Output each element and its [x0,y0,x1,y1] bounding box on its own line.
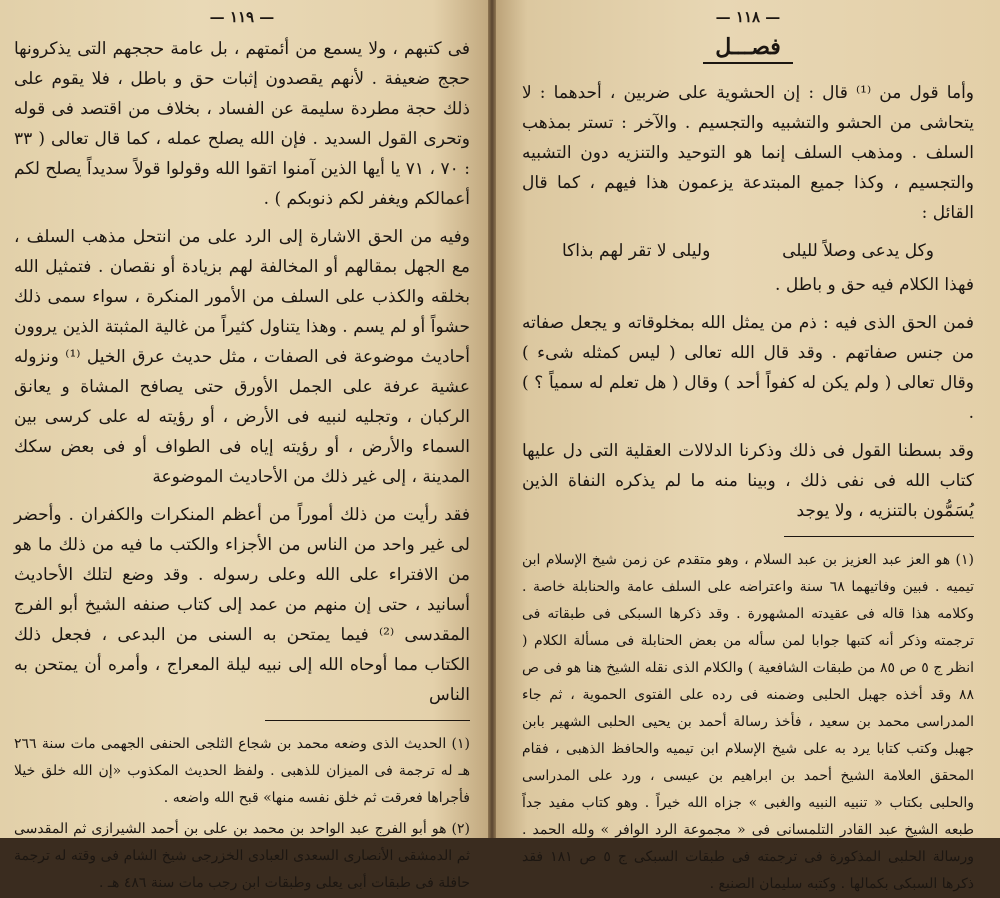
page-number: — ١١٩ — [209,8,275,26]
section-heading-text: فصـــل [715,34,781,60]
page-number: — ١١٨ — [715,8,781,26]
footnote-divider [265,720,470,721]
verse-hemistich: وكل يدعى وصلاً لليلى [782,241,934,261]
paragraph: فمن الحق الذى فيه : ذم من يمثل الله بمخلوقاته و يجعل صفاته من جنس صفاتهم . وقد قال الله تعالى ( ليس كمثله شىء ) وقال تعالى ( ولم يكن له كفواً أحد ) وقال ( هل تعلم له سمياً ؟ ) . [522,313,974,423]
paragraph: وفيه من الحق الاشارة إلى الرد على من انتحل مذهب السلف ، مع الجهل بمقالهم أو المخالفة لهم بزيادة أو نقصان . فتمثيل الله بخلقه والكذب على السلف من الأمور المنكرة ، سواء سمى ذلك حشواً أو لم يسم . وهذا يتناول كثيراً من غالية المثبتة الذين يروون أحاديث موضوعة فى الصفات ، مثل حديث عرق الخيل ⁽¹⁾ ونزوله عشية عرفة على الجمل الأورق حتى يصافح المشاة و يعانق الركبان ، وتجليه لنبيه فى الأرض ، أو رؤيته له على كرسى بين السماء والأرض ، أو رؤيته إياه فى الطواف أو فى بعض سكك المدينة ، إلى غير ذلك من الأحاديث الموضوعة [14,227,470,487]
paragraph: فهذا الكلام فيه حق و باطل . [775,275,974,295]
left-page [0,0,492,891]
section-heading [522,34,974,64]
footnote: (١) هو العز عبد العزيز بن عبد السلام ، وهو متقدم عن زمن شيخ الإسلام ابن تيميه . فبين وفاتيهما ٦٨ سنة واعتراضه على السلف عامة والحنابلة خاصة . وكلامه هذا قاله فى عقيدته المشهورة . وقد ذكرها السبكى فى طبقاته فى ترجمته وذكر أنه كتبها جوابا لمن سأله من بعض الحنابلة فى مسألة الكلام ( انظر ج ٥ ص ٨٥ من طبقات الشافعية ) والكلام الذى نقله الشيخ هنا هو فى ص ٨٨ وقد أخذه جهبل الحلبى وضمنه فى رده على الفتوى الحموية ، ثم جاء المدراسى محمد بن سعيد ، فأخذ رسالة أحمد بن يحيى الحلبى الشهير بابن جهبل وكتب كتابا يرد به على شيخ الإسلام ابن تيميه والحافظ الذهبى ، فقام المحقق العلامة الشيخ أحمد بن ابراهيم بن عيسى ، ورد على المدراسى والحلبى بكتاب « تنبيه النبيه والغبى » جزاه الله خيراً . وهو كتاب مفيد جداً طبعه الشيخ عبد القادر التلمسانى فى « مجموعة الرد الوافر » ولله الحمد . ورسالة الحلبى المذكورة فى ترجمته فى طبقات السبكى ج ٥ ص ١٨١ فقد ذكرها السبكى بكمالها . وكتبه سليمان الصنيع . [522,552,975,892]
paragraph: فى كتبهم ، ولا يسمع من أئمتهم ، بل عامة حججهم التى يذكرونها حجج ضعيفة . لأنهم يقصدون إثبات حق و باطل ، فلا يقوم على ذلك حجة مطردة سليمة عن الفساد ، بخلاف من اقتصد فى قوله وتحرى القول السديد . فإن الله يصلح عمله ، كما قال تعالى ( ٣٣ : ٧٠ ، ٧١ يا أيها الذين آمنوا اتقوا الله وقولوا قولاً سديداً يصلح لكم أعمالكم ويغفر لكم ذنوبكم ) . [14,39,471,209]
heading-underline [703,62,793,64]
paragraph: وأما قول من ⁽¹⁾ قال : إن الحشوية على ضربين ، أحدهما : لا يتحاشى من الحشو والتشبيه والتجسيم . والآخر : تستر بمذهب السلف . ومذهب السلف إنما هو التوحيد والتنزيه دون التشبيه والتجسيم ، وكذا جميع المبتدعة يزعمون هذا فيهم ، كما قال القائل : [522,83,974,223]
poetry-verse [522,236,974,266]
verse-hemistich: وليلى لا تقر لهم بذاكا [562,241,711,261]
book-gutter [488,0,496,838]
footnote-divider [784,536,974,537]
footnote: (٢) هو أبو الفرج عبد الواحد بن محمد بن على بن أحمد الشيرازى ثم المقدسى ثم الدمشقى الأنصارى السعدى العبادى الخزرجى شيخ الشام فى وقته له ترجمة حافلة فى طبقات أبى يعلى وطبقات ابن رجب مات سنة ٤٨٦ هـ . [14,821,470,891]
footnote: (١) الحديث الذى وضعه محمد بن شجاع الثلجى الحنفى الجهمى مات سنة ٢٦٦ هـ له ترجمة فى الميزان للذهبى . ولفظ الحديث المكذوب «إن الله خلق خيلا فأجراها فعرقت ثم خلق نفسه منها» قبح الله واضعه . [14,736,470,806]
paragraph: وقد بسطنا القول فى ذلك وذكرنا الدلالات العقلية التى دل عليها كتاب الله فى نفى ذلك ، وبينا منه ما لم يذكره النفاة الذين يُسَمُّون بالتنزيه ، ولا يوجد [522,441,974,521]
paragraph: فقد رأيت من ذلك أموراً من أعظم المنكرات والكفران . وأحضر لى غير واحد من الناس من الأجزاء والكتب ما فيه من ذلك ما هو من الافتراء على الله وعلى رسوله . وقد وضع لتلك الأحاديث أسانيد ، حتى إن منهم من عمد إلى كتاب صنفه الشيخ أبو الفرج المقدسى ⁽²⁾ فيما يمتحن به السنى من البدعى ، فجعل ذلك الكتاب مما أوحاه الله إلى نبيه ليلة المعراج ، وأمره أن يمتحن به الناس [14,505,470,705]
right-page [492,0,1000,892]
